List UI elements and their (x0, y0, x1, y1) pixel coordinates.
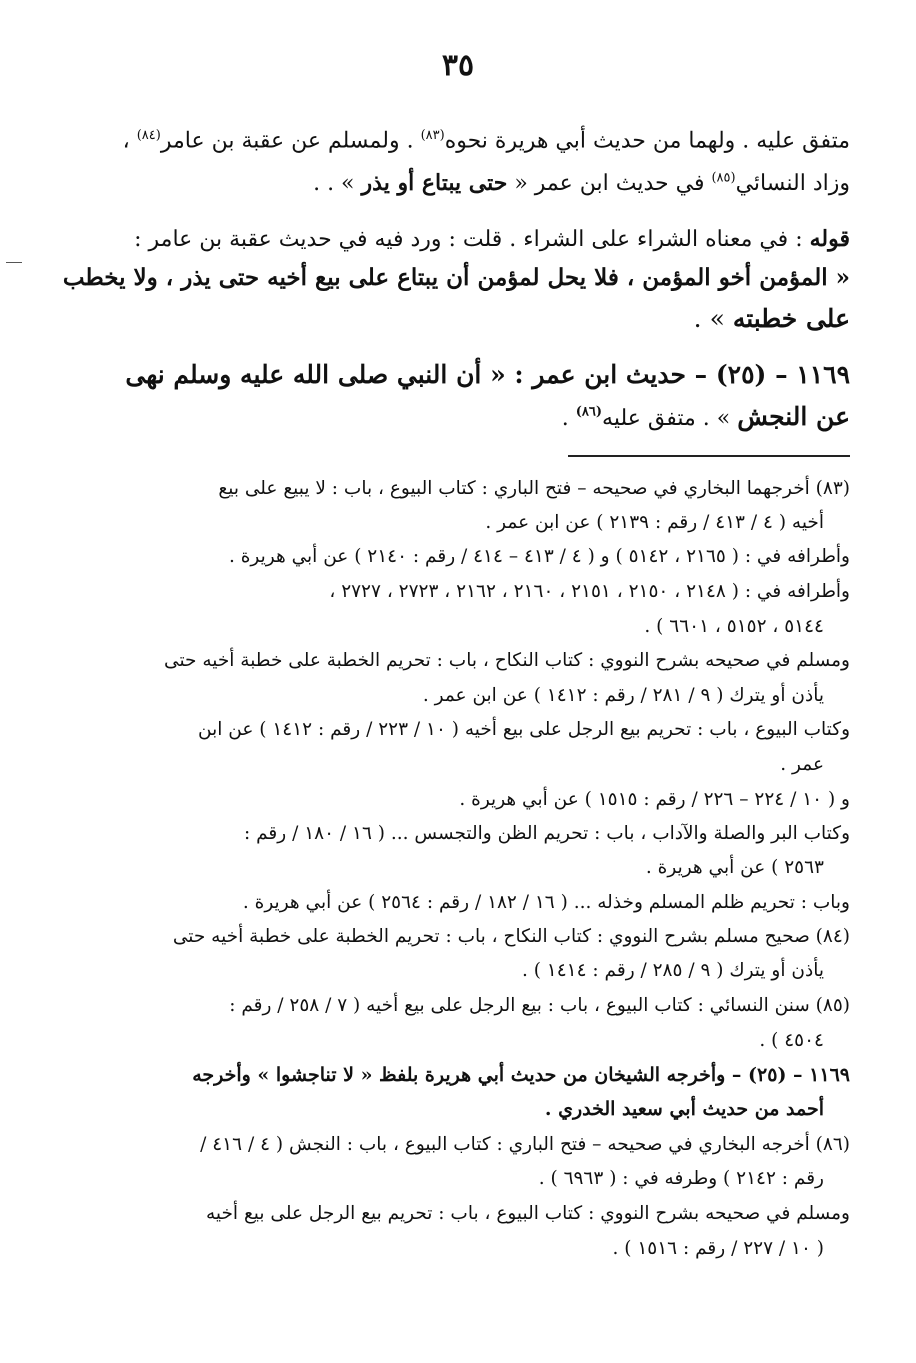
footnote-line: (٨٤) صحيح مسلم بشرح النووي : كتاب النكاح ، باب : تحريم الخطبة على خطبة أخيه حتى (172, 926, 850, 947)
hadith-quote: المؤمن أخو المؤمن ، فلا يحل لمؤمن أن يبتاع على بيع أخيه حتى يذر ، ولا يخطب (62, 264, 828, 291)
main-text: ، (122, 128, 137, 154)
footnote-line: ٤٥٠٤ ) . (759, 1030, 824, 1051)
footnote-line: ومسلم في صحيحه بشرح النووي : كتاب النكاح ، باب : تحريم الخطبة على خطبة أخيه حتى (164, 650, 850, 671)
footnote-line: وكتاب البيوع ، باب : تحريم بيع الرجل على بيع أخيه ( ١٠ / ٢٢٣ / رقم : ١٤١٢ ) عن ابن (198, 719, 850, 740)
main-line-4 (63, 264, 850, 291)
label-qawluh: قوله (809, 226, 850, 252)
main-line-7 (562, 402, 850, 431)
hadith-quote: عن النجش (737, 402, 850, 431)
margin-mark (6, 262, 22, 263)
footnote-line: ( ١٠ / ٢٢٧ / رقم : ١٥١٦ ) . (612, 1238, 824, 1259)
hadith-heading: ١١٦٩ – (٢٥) – حديث ابن عمر (532, 360, 850, 389)
main-text: » . (693, 304, 733, 333)
main-text: : في معناه الشراء على الشراء . قلت : ورد فيه في حديث عقبة بن عامر : (134, 227, 810, 252)
main-text: . (561, 406, 576, 431)
footnote-line: وباب : تحريم ظلم المسلم وخذله ... ( ١٦ / ١٨٢ / رقم : ٢٥٦٤ ) عن أبي هريرة . (242, 892, 850, 913)
main-line-5 (694, 304, 850, 333)
footnote-ref: (٨٥) (711, 170, 736, 186)
footnote-line: (٨٣) أخرجهما البخاري في صحيحه – فتح الباري : كتاب البيوع ، باب : لا يبيع على بيع (218, 478, 850, 499)
main-text: متفق عليه . ولهما من حديث أبي هريرة نحوه (444, 128, 850, 154)
main-line-3 (134, 226, 850, 252)
hadith-quote: : « أن النبي صلى الله عليه وسلم نهى (125, 360, 533, 389)
footnote-line: أخيه ( ٤ / ٤١٣ / رقم : ٢١٣٩ ) عن ابن عمر . (485, 512, 824, 533)
footnote-ref: (٨٣) (420, 128, 445, 143)
footnote-line: ٥١٤٤ ، ٥١٥٢ ، ٦٦٠١ ) . (644, 616, 824, 637)
main-line-6 (125, 360, 850, 389)
footnote-line: ٢٥٦٣ ) عن أبي هريرة . (645, 857, 824, 878)
footnote-line: وأطرافه في : ( ٢١٦٥ ، ٥١٤٢ ) و ( ٤ / ٤١٣ – ٤١٤ / رقم : ٢١٤٠ ) عن أبي هريرة . (228, 546, 850, 567)
footnote-line: وأطرافه في : ( ٢١٤٨ ، ٢١٥٠ ، ٢١٥١ ، ٢١٦٠ ، ٢١٦٢ ، ٢٧٢٣ ، ٢٧٢٧ ، (329, 581, 850, 602)
footnote-ref: (٨٦) (575, 404, 603, 420)
footnote-separator (568, 455, 850, 457)
bold-note-line: أحمد من حديث أبي سعيد الخدري . (544, 1098, 824, 1120)
main-line-2 (313, 170, 850, 196)
footnote-line: يأذن أو يترك ( ٩ / ٢٨١ / رقم : ١٤١٢ ) عن ابن عمر . (422, 685, 824, 706)
main-text: . ولمسلم عن عقبة بن عامر (160, 128, 421, 154)
hadith-quote: حتى يبتاع أو يذر (361, 170, 508, 196)
footnote-line: وكتاب البر والصلة والآداب ، باب : تحريم الظن والتجسس ... ( ١٦ / ١٨٠ / رقم : (244, 823, 850, 844)
page-number: ٣٥ (441, 48, 475, 83)
footnote-line: يأذن أو يترك ( ٩ / ٢٨٥ / رقم : ١٤١٤ ) . (521, 960, 824, 981)
main-text: « (827, 264, 850, 291)
main-text: » . متفق عليه (602, 406, 738, 431)
main-text: » . . (313, 171, 362, 196)
bold-note-line: ١١٦٩ – (٢٥) – وأخرجه الشيخان من حديث أبي هريرة بلفظ « لا تناجشوا » وأخرجه (192, 1064, 850, 1086)
main-line-1 (123, 128, 850, 153)
main-text: وزاد النسائي (735, 171, 850, 196)
main-text: في حديث ابن عمر « (507, 171, 712, 196)
footnote-line: رقم : ٢١٤٢ ) وطرفه في : ( ٦٩٦٣ ) . (538, 1168, 824, 1189)
footnote-line: و ( ١٠ / ٢٢٤ – ٢٢٦ / رقم : ١٥١٥ ) عن أبي هريرة . (459, 789, 850, 810)
hadith-quote: على خطبته (732, 304, 850, 333)
footnote-line: (٨٦) أخرجه البخاري في صحيحه – فتح الباري : كتاب البيوع ، باب : النجش ( ٤ / ٤١٦ / (200, 1134, 850, 1155)
footnote-ref: (٨٤) (136, 128, 161, 143)
footnote-line: (٨٥) سنن النسائي : كتاب البيوع ، باب : بيع الرجل على بيع أخيه ( ٧ / ٢٥٨ / رقم : (229, 995, 850, 1016)
footnote-line: ومسلم في صحيحه بشرح النووي : كتاب البيوع ، باب : تحريم بيع الرجل على بيع أخيه (206, 1203, 850, 1224)
footnote-line: عمر . (780, 754, 824, 775)
